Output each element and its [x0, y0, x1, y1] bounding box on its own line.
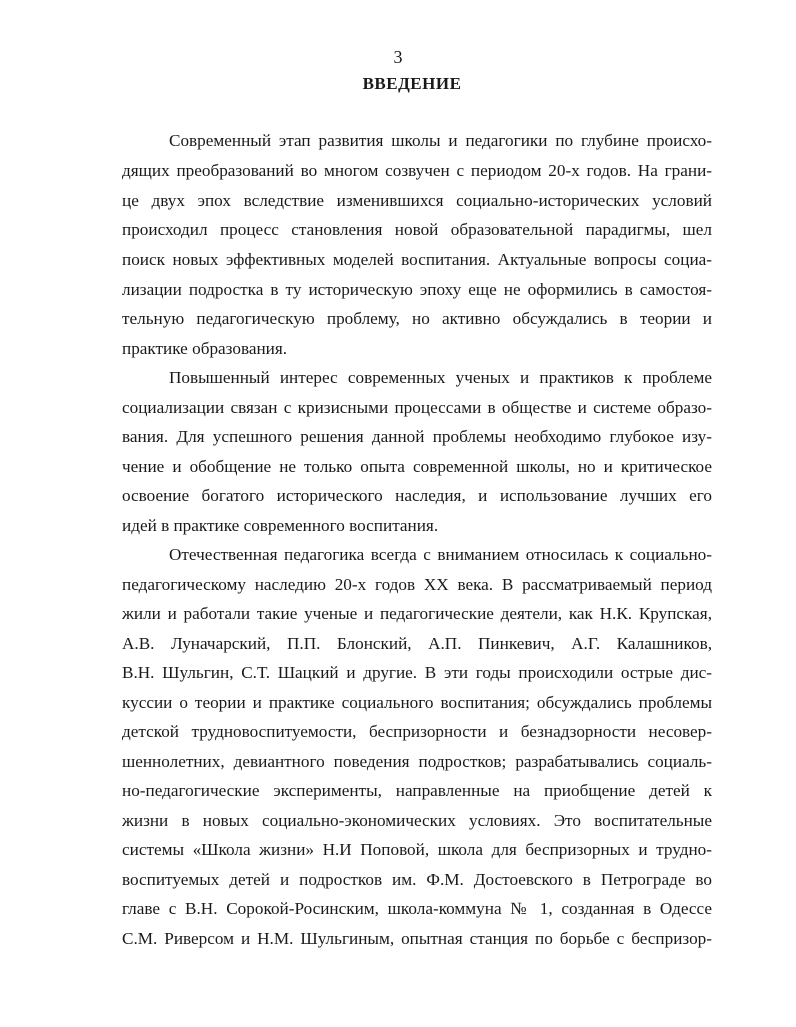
- text-line: С.М. Риверсом и Н.М. Шульгиным, опытная станция по борьбе с беспризор-: [122, 929, 712, 948]
- text-line: педагогическому наследию 20-х годов ХХ века. В рассматриваемый период: [122, 575, 712, 594]
- page-number: 3: [393, 47, 403, 67]
- text-line: социализации связан с кризисными процессами в обществе и системе образо-: [122, 398, 712, 417]
- text-line: лизации подростка в ту историческую эпоху еще не оформились в самостоя-: [122, 280, 712, 299]
- text-line: но-педагогические эксперименты, направленные на приобщение детей к: [122, 781, 712, 800]
- text-line: Современный этап развития школы и педагогики по глубине происхо-: [169, 131, 712, 150]
- text-line: главе с В.Н. Сорокой-Росинским, школа-коммуна № 1, созданная в Одессе: [122, 899, 712, 918]
- text-line: куссии о теории и практике социального воспитания; обсуждались проблемы: [122, 693, 712, 712]
- text-line: це двух эпох вследствие изменившихся социально-исторических условий: [122, 191, 712, 210]
- text-line: дящих преобразований во многом созвучен с периодом 20-х годов. На грани-: [122, 161, 712, 180]
- text-line: детской трудновоспитуемости, беспризорности и безнадзорности несовер-: [122, 722, 712, 741]
- page-title: ВВЕДЕНИЕ: [362, 74, 462, 93]
- text-line: тельную педагогическую проблему, но активно обсуждались в теории и: [122, 309, 712, 328]
- text-line: идей в практике современного воспитания.: [122, 516, 439, 535]
- text-line: поиск новых эффективных моделей воспитания. Актуальные вопросы социа-: [122, 250, 712, 269]
- text-line: освоение богатого исторического наследия, и использование лучших его: [122, 486, 712, 505]
- text-line: происходил процесс становления новой образовательной парадигмы, шел: [122, 220, 712, 239]
- text-line: шеннолетних, девиантного поведения подростков; разрабатывались социаль-: [122, 752, 712, 771]
- text-line: системы «Школа жизни» Н.И Поповой, школа для беспризорных и трудно-: [122, 840, 712, 859]
- text-line: А.В. Луначарский, П.П. Блонский, А.П. Пинкевич, А.Г. Калашников,: [122, 634, 712, 653]
- text-line: чение и обобщение не только опыта современной школы, но и критическое: [122, 457, 712, 476]
- text-line: воспитуемых детей и подростков им. Ф.М. Достоевского в Петрограде во: [122, 870, 712, 889]
- text-line: вания. Для успешного решения данной проблемы необходимо глубокое изу-: [122, 427, 712, 446]
- text-line: В.Н. Шульгин, С.Т. Шацкий и другие. В эти годы происходили острые дис-: [122, 663, 712, 682]
- text-line: Отечественная педагогика всегда с вниманием относилась к социально-: [169, 545, 712, 564]
- text-line: жизни в новых социально-экономических условиях. Это воспитательные: [122, 811, 712, 830]
- text-line: Повышенный интерес современных ученых и практиков к проблеме: [169, 368, 712, 387]
- text-line: жили и работали такие ученые и педагогические деятели, как Н.К. Крупская,: [122, 604, 712, 623]
- text-line: практике образования.: [122, 339, 288, 358]
